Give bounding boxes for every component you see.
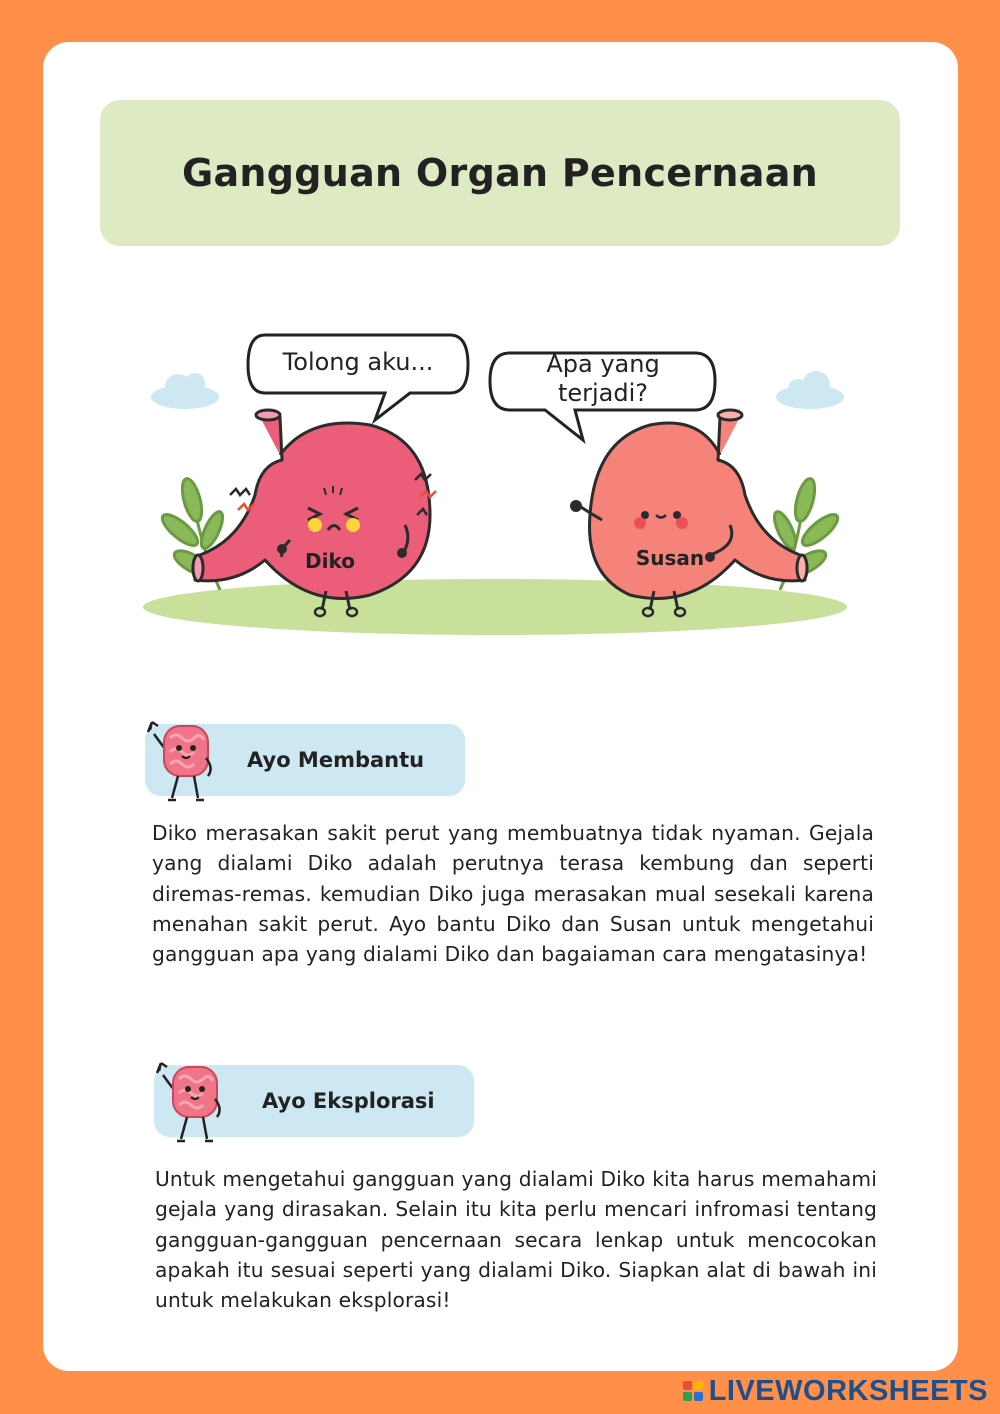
cloud-left-icon [151,373,219,409]
bubble-left-text: Tolong aku... [282,348,434,376]
cloud-right-icon [776,371,844,409]
section2-paragraph: Untuk mengetahui gangguan yang dialami Diko kita harus memahami gejala yang dirasakan. Selain itu kita perlu mencari infromasi tentang gangguan-gangguan pencernaan secara lenkap untuk mencocokan apakah itu sesuai seperti yang dialami Diko. Siapkan alat di bawah ini untuk melakukan eksplorasi! [155,1167,877,1313]
bubble-right-text [492,350,714,408]
liveworksheets-grid-icon [683,1381,703,1401]
title-banner [100,100,900,246]
grass-ground [143,579,847,635]
brand-name: LIVEWORKSHEETS [708,1374,988,1407]
liveworksheets-logo[interactable] [683,1374,988,1408]
section-heading-label: Ayo Eksplorasi [262,1089,435,1113]
intestine-mascot-icon [151,1059,231,1145]
page-title: Gangguan Organ Pencernaan [181,151,819,195]
section-heading-label: Ayo Membantu [247,748,425,772]
section1-paragraph: Diko merasakan sakit perut yang membuatnya tidak nyaman. Gejala yang dialami Diko adalah perutnya terasa kembung dan seperti diremas-remas. kemudian Diko juga merasakan mual sesekali karena menahan sakit perut. Ayo bantu Diko dan Susan untuk mengetahui gangguan apa yang dialami Diko dan bagaiaman cara mengatasinya! [152,821,874,967]
intestine-mascot-icon [142,718,222,804]
bubble-right-line1: Apa yang [546,350,660,378]
bubble-right-line2: terjadi? [557,379,649,407]
stomach-illustration [140,325,860,645]
susan-name-label: Susan [635,546,705,570]
diko-name-label: Diko [305,549,355,573]
